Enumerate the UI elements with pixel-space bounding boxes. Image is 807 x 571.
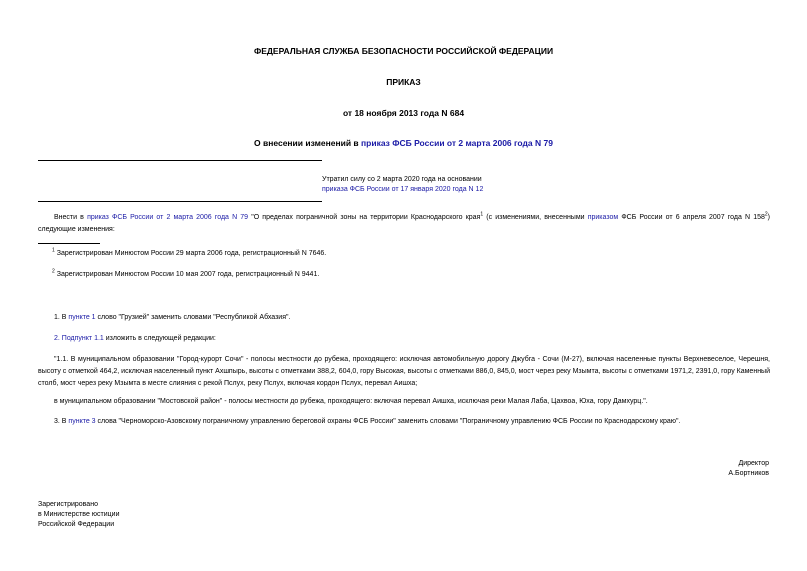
signature-name: А.Бортников <box>728 470 769 477</box>
item-1 <box>54 313 290 323</box>
doc-type: ПРИКАЗ <box>386 77 421 87</box>
registration-line-3: Российской Федерации <box>38 521 115 528</box>
intro-text: (с изменениями, внесенными <box>483 214 588 221</box>
intro-link-order[interactable]: приказом <box>587 214 619 221</box>
item-2-link[interactable]: 2. Подпункт 1.1 <box>54 335 104 342</box>
item-text: 3. В <box>54 418 69 425</box>
intro-text: Внести в <box>54 214 88 221</box>
item-2 <box>54 334 216 344</box>
footnote-ref[interactable]: 2 <box>764 211 768 218</box>
footnote-mark: 1 <box>52 247 55 254</box>
doc-title-prefix: О внесении изменений в <box>254 138 362 148</box>
doc-title-link[interactable]: приказ ФСБ России от 2 марта 2006 года N 79 <box>361 138 553 148</box>
footnote-mark: 2 <box>52 268 55 275</box>
item-text: слово "Грузией" заменить словами "Республикой Абхазия". <box>95 314 291 321</box>
footnote-text: Зарегистрирован Минюстом России 10 мая 2007 года, регистрационный N 9441. <box>56 271 320 278</box>
status-link-wrap <box>322 185 484 195</box>
status-note: Утратил силу со 2 марта 2020 года на основании <box>322 176 482 183</box>
intro-paragraph <box>38 212 770 236</box>
quote-paragraph-1: "1.1. В муниципальном образовании "Город-курорт Сочи" - полосы местности до рубежа, проходящего: исключая автомобильную дорогу Джубга - Сочи (М-27), включая населенные пункты Верхневеселое, Черешня, высоту с отметкой 464,2, исключая населенный пункт Ахшпырь, высоты с отметками 388,2, 604,0, гору Высокая, высоты с отметками 886,0, 845,0, мост через реку Мзымта, высоты с отметками 1971,2, 2391,0, гору Каменный столб, мост через реку Мзымта в месте слияния с рекой Пслух, реку Пслух, включая кордон Пслух, перевал Аишха; <box>38 356 770 387</box>
divider <box>38 201 322 202</box>
org-name: ФЕДЕРАЛЬНАЯ СЛУЖБА БЕЗОПАСНОСТИ РОССИЙСКОЙ ФЕДЕРАЦИИ <box>253 46 554 56</box>
status-link[interactable]: приказа ФСБ России от 17 января 2020 года N 12 <box>322 186 484 193</box>
intro-text: "О пределах пограничной зоны на территории Краснодарского края <box>248 214 481 221</box>
quote-paragraph-2: в муниципальном образовании "Мостовской район" - полосы местности до рубежа, проходящего: включая перевал Аишха, исключая реки Малая Лаба, Цахвоа, Юха, гору Дамхурц.". <box>54 398 648 405</box>
intro-text: ) следующие изменения: <box>38 214 770 233</box>
item-text: 1. В <box>54 314 69 321</box>
intro-text: ФСБ России от 6 апреля 2007 года N 158 <box>618 214 765 221</box>
doc-date-number: от 18 ноября 2013 года N 684 <box>342 108 465 118</box>
footnote-ref[interactable]: 1 <box>480 211 484 218</box>
item-3 <box>54 417 680 427</box>
item-text: изложить в следующей редакции: <box>103 335 216 342</box>
registration-line-2: в Министерстве юстиции <box>38 511 120 518</box>
item-1-link[interactable]: пункте 1 <box>68 314 96 321</box>
footnote-1 <box>52 249 326 259</box>
registration-line-1: Зарегистрировано <box>38 501 98 508</box>
footnote-divider <box>38 243 100 244</box>
item-text: слова "Черноморско-Азовскому пограничному управлению береговой охраны ФСБ России" заменить словами "Пограничному управлению ФСБ России по Краснодарскому краю". <box>95 418 681 425</box>
doc-title <box>0 138 807 148</box>
footnote-text: Зарегистрирован Минюстом России 29 марта 2006 года, регистрационный N 7646. <box>56 250 327 257</box>
item-3-link[interactable]: пункте 3 <box>68 418 96 425</box>
footnote-2 <box>52 270 319 280</box>
signature-position: Директор <box>738 460 769 467</box>
divider <box>38 160 322 161</box>
intro-link-order-79[interactable]: приказ ФСБ России от 2 марта 2006 года N 79 <box>87 214 249 221</box>
